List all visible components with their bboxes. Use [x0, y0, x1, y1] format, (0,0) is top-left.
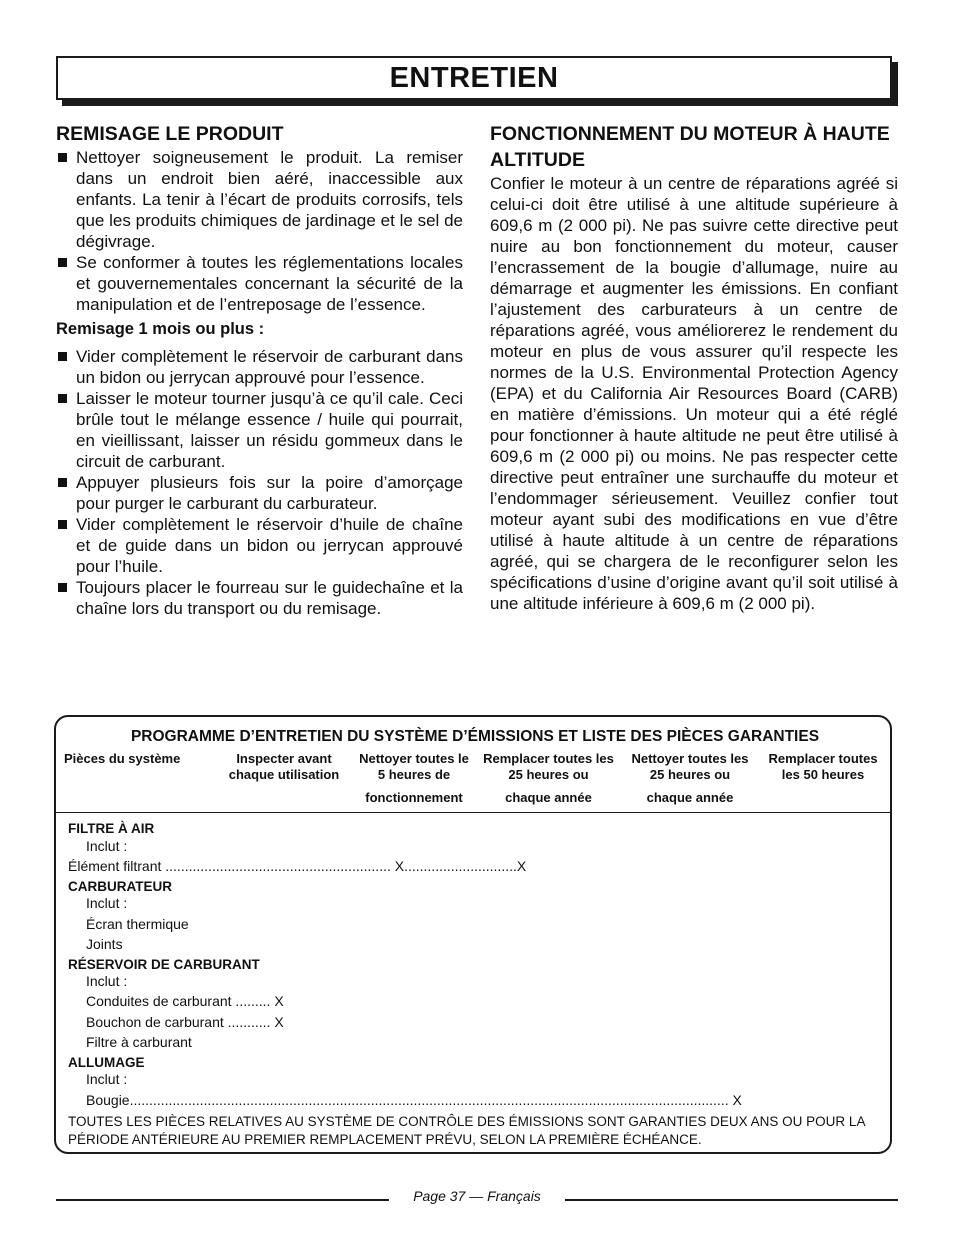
storage-bullet: Nettoyer soigneusement le produit. La remiser dans un endroit bien aéré, inaccessible aux enfants. La tenir à l’écart de produits corrosifs, tels que les produits chimiques de jardinage et le sel de dégivrage.: [56, 147, 463, 252]
altitude-body: Confier le moteur à un centre de réparations agréé si celui-ci doit être utilisé à une altitude supérieure à 609,6 m (2 000 pi). Ne pas suivre cette directive peut nuire au bon fonctionnement du moteur, causer l’encrassement de la bougie d’allumage, nuire au démarrage et augmenter les émissions. En confiant l’ajustement des carburateurs à un centre de réparations agréé, vous améliorerez le rendement du moteur en plus de vous assurer qu’il respecte les normes de la U.S. Environmental Protection Agency (EPA) et du California Air Resources Board (CARB) en matière d’émissions. Un moteur qui a été réglé pour fonctionner à haute altitude ne peut être utilisé à 609,6 m (2 000 pi) ou moins. Ne pas respecter cette directive peut entraîner une surchauffe du moteur et l’endommager sérieusement. Veuillez confier tout moteur ayant subi des modifications en vue d’être utilisé à haute altitude à un centre de réparations agréé, qui se chargera de le reconfigurer selon les spécifications d’usine d’origine avant qu’il soit utilisé à une altitude inférieure à 609,6 m (2 000 pi).: [490, 174, 898, 613]
schedule-row: Joints: [86, 936, 123, 952]
altitude-heading: FONCTIONNEMENT DU MOTEUR À HAUTE ALTITUDE: [490, 123, 890, 171]
schedule-row: Élément filtrant .......................................................... X.............................X: [68, 858, 527, 874]
schedule-row: Inclut :: [86, 838, 128, 854]
schedule-divider: [56, 812, 892, 813]
title-banner: [56, 56, 892, 100]
schedule-row: Bougie.......................................................................................................................................................... X: [86, 1092, 742, 1108]
storage-bullet: Vider complètement le réservoir d’huile de chaîne et de guide dans un bidon ou jerrycan approuvé pour l’huile.: [56, 514, 463, 577]
schedule-section: FILTRE À AIR: [68, 821, 155, 836]
column-header: Remplacer toutes les 50 heures: [768, 751, 878, 782]
schedule-section: CARBURATEUR: [68, 879, 172, 894]
schedule-row: Bouchon de carburant ........... X: [86, 1014, 284, 1030]
footer-rule-right: [565, 1199, 898, 1201]
storage-subheading: Remisage 1 mois ou plus :: [56, 320, 265, 338]
column-subheader: chaque année: [505, 790, 592, 805]
column-header: Nettoyer toutes le 5 heures de: [359, 751, 469, 782]
column-subheader: fonctionnement: [365, 790, 463, 805]
schedule-section: ALLUMAGE: [68, 1055, 145, 1070]
column-header: Nettoyer toutes les 25 heures ou: [631, 751, 749, 782]
storage-bullet: Laisser le moteur tourner jusqu’à ce qu’il cale. Ceci brûle tout le mélange essence / huile qui pourrait, en vieillissant, laisser un résidu gommeux dans le circuit de carburant.: [56, 388, 463, 472]
page-footer: Page 37 — Français: [413, 1188, 541, 1204]
schedule-footnote: TOUTES LES PIÈCES RELATIVES AU SYSTÈME DE CONTRÔLE DES ÉMISSIONS SONT GARANTIES DEUX ANS OU POUR LA PÉRIODE ANTÉRIEURE AU PREMIER REMPLACEMENT PRÉVU, SELON LA PREMIÈRE ÉCHÉANCE.: [68, 1114, 865, 1147]
storage-bullet: Appuyer plusieurs fois sur la poire d’amorçage pour purger le carburant du carburateur.: [56, 472, 463, 514]
storage-bullet: Se conformer à toutes les réglementations locales et gouvernementales concernant la sécurité de la manipulation et de l’entreposage de l’essence.: [56, 252, 463, 315]
page-title: ENTRETIEN: [389, 61, 559, 94]
schedule-row: Conduites de carburant ......... X: [86, 993, 284, 1009]
storage-bullet: Toujours placer le fourreau sur le guidechaîne et la chaîne lors du transport ou du remisage.: [56, 577, 463, 619]
schedule-row: Inclut :: [86, 973, 128, 989]
column-subheader: chaque année: [646, 790, 734, 805]
schedule-row: Écran thermique: [86, 916, 189, 932]
column-header: Inspecter avant chaque utilisation: [228, 751, 340, 782]
footer-rule-left: [56, 1199, 389, 1201]
column-header: Remplacer toutes les 25 heures ou: [483, 751, 614, 782]
left-column: [56, 121, 463, 619]
schedule-section: RÉSERVOIR DE CARBURANT: [68, 957, 260, 972]
schedule-row: Inclut :: [86, 895, 128, 911]
schedule-title: PROGRAMME D’ENTRETIEN DU SYSTÈME D’ÉMISSIONS ET LISTE DES PIÈCES GARANTIES: [130, 728, 820, 745]
right-column: [490, 121, 898, 614]
schedule-row: Filtre à carburant: [86, 1034, 192, 1050]
storage-bullet: Vider complètement le réservoir de carburant dans un bidon ou jerrycan approuvé pour l’essence.: [56, 346, 463, 388]
storage-heading: REMISAGE LE PRODUIT: [56, 123, 284, 145]
column-header: Pièces du système: [64, 751, 181, 766]
schedule-row: Inclut :: [86, 1071, 128, 1087]
